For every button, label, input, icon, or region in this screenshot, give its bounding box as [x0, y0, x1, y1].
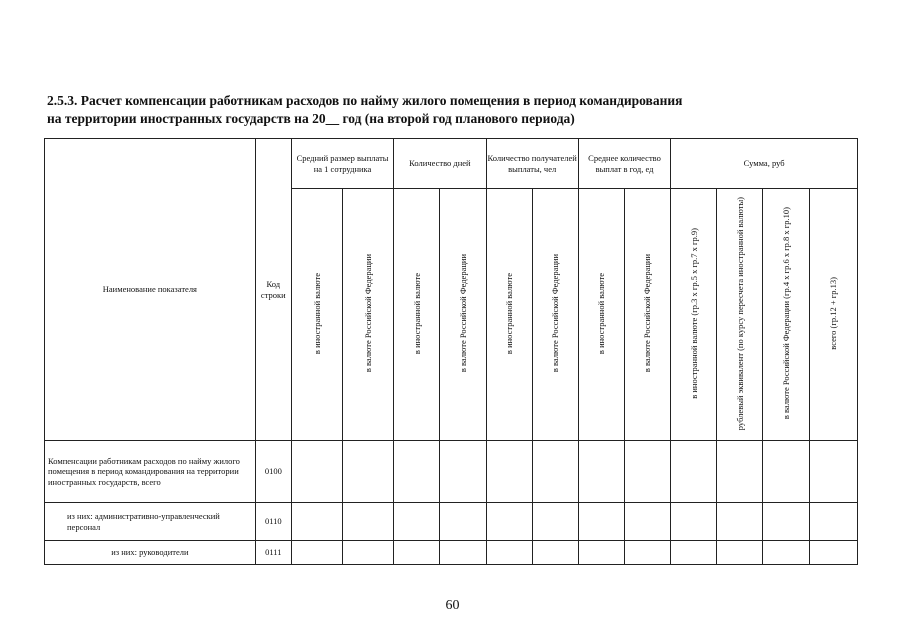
row-code: 0110 — [255, 503, 291, 541]
header-avg-payment: Средний размер выплаты на 1 сотрудника — [291, 139, 393, 189]
heading-line-1: 2.5.3. Расчет компенсации работникам расходов по найму жилого помещения в период командирования — [47, 93, 683, 108]
header-name: Наименование показателя — [45, 139, 256, 441]
sub-sum-foreign: в иностранной валюте (гр.3 х гр.5 х гр.7 х гр.9) — [688, 227, 699, 399]
sub-sum-rub: в валюте Российской Федерации (гр.4 х гр.6 х гр.8 х гр.10) — [780, 207, 791, 420]
table-row — [45, 541, 858, 565]
header-days: Количество дней — [394, 139, 486, 189]
row-code: 0100 — [255, 441, 291, 503]
page-number: 60 — [445, 598, 460, 613]
table-row — [45, 503, 858, 541]
heading-line-2: на территории иностранных государств на 20__ год (на второй год планового периода) — [47, 111, 575, 126]
header-sum: Сумма, руб — [671, 139, 858, 189]
sub-avg-foreign: в иностранной валюте — [311, 272, 322, 354]
row-name: Компенсации работникам расходов по найму жилого помещения в период командирования на территории иностранных государств, всего — [45, 441, 256, 503]
header-avg-count: Среднее количество выплат в год, ед — [578, 139, 670, 189]
sub-sum-total: всего (гр.12 + гр.13) — [828, 276, 839, 350]
row-code: 0111 — [255, 541, 291, 565]
row-name: из них: административно-управленческий персонал — [45, 503, 256, 541]
sub-recipients-foreign: в иностранной валюте — [503, 272, 514, 354]
table-row — [45, 441, 858, 503]
sub-days-rub: в валюте Российской Федерации — [457, 254, 468, 373]
section-heading — [47, 92, 867, 128]
sub-avg-rub: в валюте Российской Федерации — [362, 254, 373, 373]
compensation-table — [44, 138, 858, 565]
row-name: из них: руководители — [45, 541, 256, 565]
header-recipients: Количество получателей выплаты, чел — [486, 139, 578, 189]
sub-count-rub: в валюте Российской Федерации — [642, 254, 653, 373]
sub-sum-rub-equiv: рублевый эквивалент (по курсу пересчета иностранной валюты) — [734, 196, 745, 430]
sub-recipients-rub: в валюте Российской Федерации — [550, 254, 561, 373]
header-code: Код строки — [255, 139, 291, 441]
sub-count-foreign: в иностранной валюте — [596, 272, 607, 354]
sub-days-foreign: в иностранной валюте — [411, 272, 422, 354]
